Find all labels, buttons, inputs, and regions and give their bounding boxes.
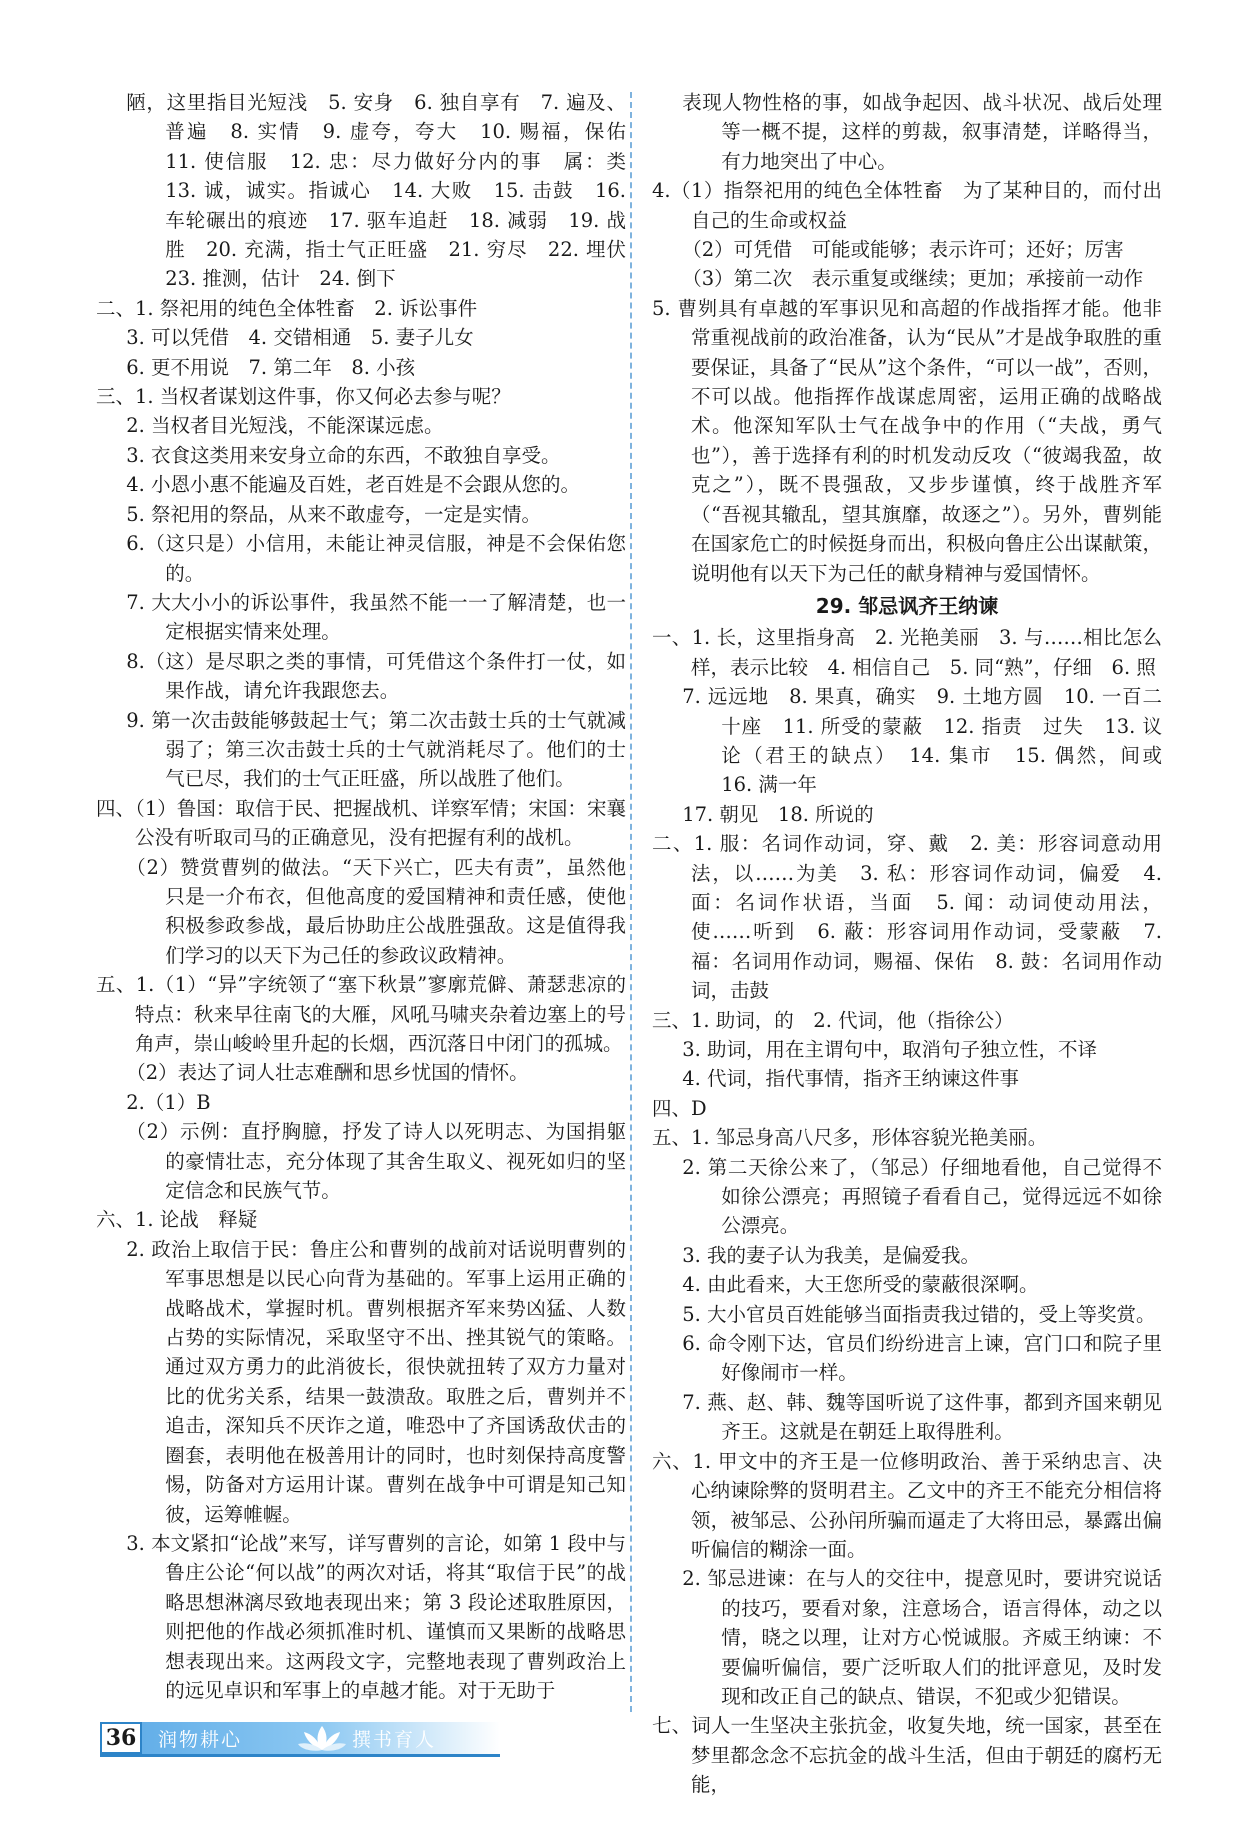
answer-line: 三、1. 助词，的 2. 代词，他（指徐公） <box>652 1008 1014 1032</box>
answer-line: 一、1. 长，这里指身高 2. 光艳美丽 3. 与……相比怎么样，表示比较 4. 相信自己 5. 同“熟”，仔细 6. 照 <box>652 626 1162 679</box>
page-footer <box>100 1722 500 1757</box>
answer-line: 二、1. 祭祀用的纯色全体牲畜 2. 诉讼事件 <box>96 296 478 320</box>
answer-line: 表现人物性格的事，如战争起因、战斗状况、战后处理等一概不提，这样的剪裁，叙事清楚，详略得当，有力地突出了中心。 <box>682 91 1162 173</box>
answer-line: 2. 邹忌进谏：在与人的交往中，提意见时，要讲究说话的技巧，要看对象，注意场合，语言得体，动之以情，晓之以理，让对方心悦诚服。齐威王纳谏：不要偏听偏信，要广泛听取人们的批评意见，及时发现和改正自己的缺点、错误，不犯或少犯错误。 <box>682 1567 1162 1708</box>
answer-line: 2. 第二天徐公来了，（邹忌）仔细地看他，自己觉得不如徐公漂亮；再照镜子看看自己，觉得远远不如徐公漂亮。 <box>682 1155 1162 1238</box>
answer-line: 4.（1）指祭祀用的纯色全体牲畜 为了某种目的，而付出自己的生命或权益 <box>652 179 1162 232</box>
answer-line: 3. 我的妻子认为我美，是偏爱我。 <box>682 1243 981 1267</box>
answer-line: 5. 曹刿具有卓越的军事识见和高超的作战指挥才能。他非常重视战前的政治准备，认为“民从”才是战争取胜的重要保证，具备了“民从”这个条件，“可以一战”，否则，不可以战。他指挥作战谋虑周密，运用正确的战略战术。他深知军队士气在战争中的作用（“夫战，勇气也”），善于选择有利的时机发动反攻（“彼竭我盈，故克之”），既不畏强敌，又步步谨慎，终于战胜齐军（“吾视其辙乱，望其旗靡，故逐之”）。另外，曹刿能在国家危亡的时候挺身而出，积极向鲁庄公出谋献策，说明他有以天下为己任的献身精神与爱国情怀。 <box>652 296 1162 585</box>
answer-line: 7. 燕、赵、韩、魏等国听说了这件事，都到齐国来朝见齐王。这就是在朝廷上取得胜利。 <box>682 1390 1162 1444</box>
answer-line: 6. 更不用说 7. 第二年 8. 小孩 <box>126 355 416 379</box>
answer-line: （2）可凭借 可能或能够；表示许可；还好；厉害 <box>682 238 1124 262</box>
answer-line: 4. 小恩小惠不能遍及百姓，老百姓是不会跟从您的。 <box>126 473 581 497</box>
answer-line: 陋，这里指目光短浅 5. 安身 6. 独自享有 7. 遍及、普遍 8. 实情 9. 虚夸，夸大 10. 赐福，保佑 11. 使信服 12. 忠：尽力做好分内的事 属：类 13. 诚，诚实。指诚心 14. 大败 15. 击鼓 16. 车轮碾出的痕迹 17. 驱车追赶 18. 减弱 19. 战胜 20. 充满，指士气正旺盛 21. 穷尽 22. 埋伏 23. 推测，估计 24. 倒下 <box>126 91 646 291</box>
page-number: 36 <box>100 1722 142 1754</box>
answer-line: 六、1. 论战 释疑 <box>96 1208 258 1232</box>
answer-line: 七、词人一生坚决主张抗金，收复失地，统一国家，甚至在梦里都念念不忘抗金的战斗生活，但由于朝廷的腐朽无能， <box>652 1714 1162 1797</box>
answer-line: 7. 远远地 8. 果真，确实 9. 土地方圆 10. 一百二十座 11. 所受的蒙蔽 12. 指责 过失 13. 议论（君王的缺点） 14. 集市 15. 偶然，间或 16. 满一年 <box>682 685 1182 797</box>
answer-line: 二、1. 服：名词作动词，穿、戴 2. 美：形容词意动用法，以……为美 3. 私：形容词作动词，偏爱 4. 面：名词作状语，当面 5. 闻：动词使动用法，使……听到 6. 蔽：形容词用作动词，受蒙蔽 7. 福：名词用作动词，赐福、保佑 8. 鼓：名词用作动词，击鼓 <box>652 832 1162 1003</box>
answer-line: 四、（1）鲁国：取信于民、把握战机、详察军情；宋国：宋襄公没有听取司马的正确意见，没有把握有利的战机。 <box>96 796 626 850</box>
answer-line: （3）第二次 表示重复或继续；更加；承接前一动作 <box>682 267 1144 291</box>
column-divider <box>630 92 632 1712</box>
answer-line: （2）示例：直抒胸臆，抒发了诗人以死明志、为国捐躯的豪情壮志，充分体现了其舍生取义、视死如归的坚定信念和民族气节。 <box>126 1120 626 1203</box>
answer-line: 8.（这）是尽职之类的事情，可凭借这个条件打一仗，如果作战，请允许我跟您去。 <box>126 649 626 703</box>
answer-line: 2.（1）B <box>126 1090 211 1114</box>
footer-slogan-left: 润物耕心 <box>158 1729 243 1751</box>
answer-line: 3. 衣食这类用来安身立命的东西，不敢独自享受。 <box>126 443 561 467</box>
answer-line: 五、1.（1）“异”字统领了“塞下秋景”寥廓荒僻、萧瑟悲凉的特点：秋来早往南飞的大雁，风吼马啸夹杂着边塞上的号角声，崇山峻岭里升起的长烟，西沉落日中闭门的孤城。 <box>96 973 626 1055</box>
answer-line: 2. 当权者目光短浅，不能深谋远虑。 <box>126 414 444 438</box>
answer-line: （2）表达了词人壮志难酬和思乡忧国的情怀。 <box>126 1061 529 1085</box>
answer-line: 三、1. 当权者谋划这件事，你又何必去参与呢？ <box>96 385 511 409</box>
answer-line: 17. 朝见 18. 所说的 <box>682 802 874 826</box>
answer-line: 6.（这只是）小信用，未能让神灵信服，神是不会保佑您的。 <box>126 532 626 585</box>
answer-line: 2. 政治上取信于民：鲁庄公和曹刿的战前对话说明曹刿的军事思想是以民心向背为基础的。军事上运用正确的战略战术，掌握时机。曹刿根据齐军来势凶猛、人数占势的实际情况，采取坚守不出、挫其锐气的策略。通过双方勇力的此消彼长，很快就扭转了双方力量对比的优劣关系，结果一鼓溃敌。取胜之后，曹刿并不追击，深知兵不厌诈之道，唯恐中了齐国诱敌伏击的圈套，表明他在极善用计的同时，也时刻保持高度警惕，防备对方运用计谋。曹刿在战争中可谓是知己知彼，运筹帷幄。 <box>126 1237 626 1526</box>
answer-line: 5. 大小官员百姓能够当面指责我过错的，受上等奖赏。 <box>682 1302 1156 1326</box>
right-column <box>652 88 1182 1800</box>
answer-line: 6. 命令刚下达，官员们纷纷进言上谏，宫门口和院子里好像闹市一样。 <box>682 1332 1162 1385</box>
answer-line: 3. 本文紧扣“论战”来写，详写曹刿的言论，如第 1 段中与鲁庄公论“何以战”的两次对话，将其“取信于民”的战略思想淋漓尽致地表现出来；第 3 段论述取胜原因，则把他的作战必须抓准时机、谨慎而又果断的战略思想表现出来。这两段文字，完整地表现了曹刿政治上的远见卓识和军事上的卓越才能。对于无助于 <box>126 1531 626 1702</box>
footer-slogan-right: 撰书育人 <box>352 1729 437 1751</box>
answer-line: 六、1. 甲文中的齐王是一位修明政治、善于采纳忠言、决心纳谏除弊的贤明君主。乙文中的齐王不能充分相信将领，被邹忌、公孙闬所骗而逼走了大将田忌，暴露出偏听偏信的糊涂一面。 <box>652 1449 1162 1561</box>
answer-line: 五、1. 邹忌身高八尺多，形体容貌光艳美丽。 <box>652 1126 1048 1150</box>
answer-line: （2）赞赏曹刿的做法。“天下兴亡，匹夫有责”，虽然他只是一介布衣，但他高度的爱国精神和责任感，使他积极参政参战，最后协助庄公战胜强敌。这是值得我们学习的以天下为己任的参政议政精神。 <box>126 855 626 967</box>
lotus-icon <box>296 1722 348 1754</box>
left-column <box>96 88 646 1705</box>
answer-line: 4. 由此看来，大王您所受的蒙蔽很深啊。 <box>682 1273 1039 1297</box>
answer-line: 4. 代词，指代事情，指齐王纳谏这件事 <box>682 1067 1020 1091</box>
section-title: 29. 邹忌讽齐王纳谏 <box>815 593 999 618</box>
answer-line: 5. 祭祀用的祭品，从来不敢虚夸，一定是实情。 <box>126 502 542 526</box>
answer-line: 9. 第一次击鼓能够鼓起士气；第二次击鼓士兵的士气就减弱了；第三次击鼓士兵的士气就消耗尽了。他们的士气已尽，我们的士气正旺盛，所以战胜了他们。 <box>126 708 626 791</box>
answer-line: 7. 大大小小的诉讼事件，我虽然不能一一了解清楚，也一定根据实情来处理。 <box>126 590 626 644</box>
answer-line: 四、D <box>652 1096 707 1120</box>
answer-line: 3. 可以凭借 4. 交错相通 5. 妻子儿女 <box>126 326 474 350</box>
answer-line: 3. 助词，用在主谓句中，取消句子独立性，不译 <box>682 1038 1098 1061</box>
